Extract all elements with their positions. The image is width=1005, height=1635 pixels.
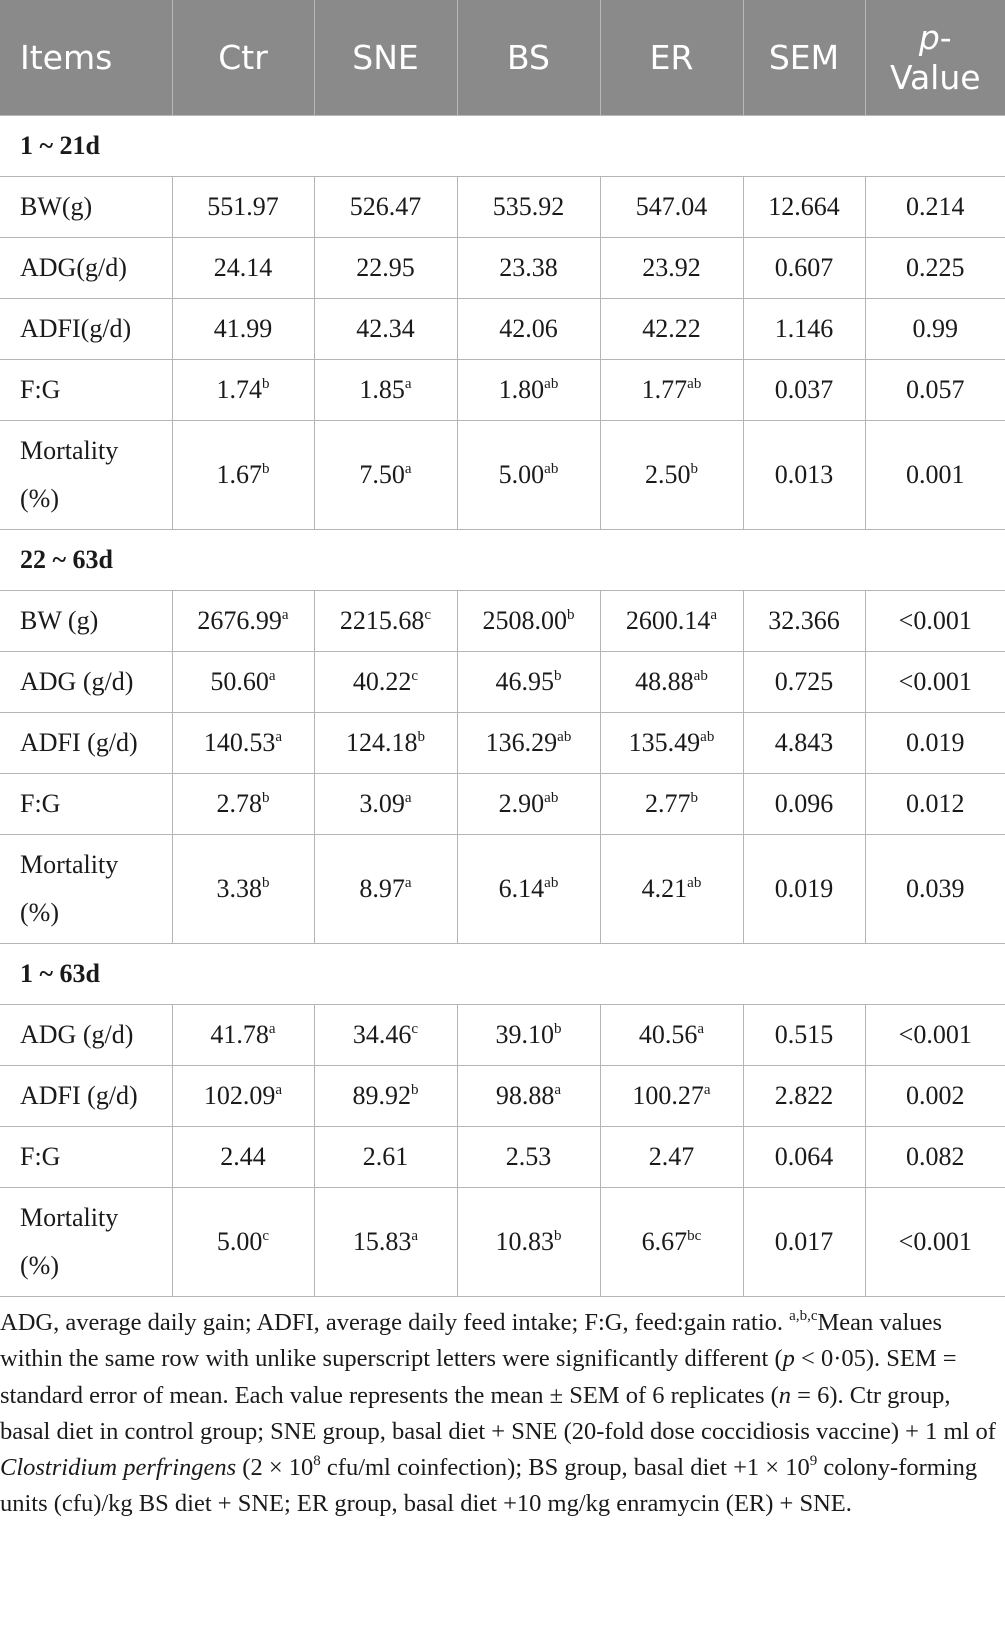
table-cell (743, 238, 865, 299)
cell-value: 48.88 (635, 667, 694, 696)
table-cell (457, 1005, 600, 1066)
table-cell (314, 421, 457, 530)
table-cell (172, 1188, 314, 1297)
significance-superscript: a (281, 607, 289, 623)
table-cell (172, 1127, 314, 1188)
section-row (0, 116, 1005, 177)
table-cell (743, 360, 865, 421)
significance-superscript: ab (544, 875, 559, 891)
significance-superscript: a (697, 1021, 705, 1037)
significance-superscript: a (404, 461, 412, 477)
row-label: F:G (0, 360, 172, 421)
table-cell (172, 652, 314, 713)
table-cell (314, 1188, 457, 1297)
table-cell (743, 774, 865, 835)
table-cell (743, 591, 865, 652)
table-cell (865, 591, 1005, 652)
footnote-segment: ADG, average daily gain; ADFI, average daily feed intake; F:G, feed:gain ratio. (0, 1309, 790, 1336)
table-cell (314, 299, 457, 360)
table-cell (314, 713, 457, 774)
cell-value: 41.99 (213, 314, 273, 343)
footnote-segment: Clostridium perfringens (0, 1454, 237, 1482)
cell-value: 32.366 (768, 606, 840, 635)
table-cell (743, 1066, 865, 1127)
cell-value: 102.09 (203, 1081, 276, 1110)
table-cell (600, 713, 743, 774)
significance-superscript: a (404, 790, 412, 806)
table-cell (600, 1005, 743, 1066)
cell-value: 0.019 (906, 728, 965, 757)
cell-value: 3.09 (359, 789, 405, 818)
table-row (0, 1127, 1005, 1188)
table-row (0, 774, 1005, 835)
table-cell (865, 177, 1005, 238)
table-cell (600, 360, 743, 421)
table-cell (314, 360, 457, 421)
cell-value: 3.38 (216, 874, 262, 903)
table-cell (172, 360, 314, 421)
table-cell (172, 774, 314, 835)
table-cell (865, 1066, 1005, 1127)
table-cell (457, 1066, 600, 1127)
table-cell (865, 1188, 1005, 1297)
footnote-segment: (2 × 10 (236, 1454, 314, 1482)
cell-value: 40.22 (352, 667, 412, 696)
table-cell (743, 421, 865, 530)
table-cell (314, 1066, 457, 1127)
table-cell (314, 774, 457, 835)
table-row (0, 1066, 1005, 1127)
section-row (0, 944, 1005, 1005)
section-row (0, 530, 1005, 591)
cell-value: 2676.99 (197, 606, 282, 635)
cell-value: 46.95 (495, 667, 554, 696)
cell-value: 124.18 (346, 728, 418, 757)
footnote-segment: 9 (809, 1453, 818, 1470)
cell-value: 2508.00 (482, 606, 567, 635)
table-row (0, 1005, 1005, 1066)
cell-value: 0.057 (906, 375, 965, 404)
cell-value: 2.90 (498, 789, 545, 818)
table-row (0, 835, 1005, 944)
cell-value: 1.67 (216, 460, 262, 489)
significance-superscript: c (411, 668, 419, 684)
significance-superscript: ab (557, 729, 572, 745)
cell-value: 4.843 (774, 728, 834, 757)
significance-superscript: ab (544, 376, 559, 392)
cell-value: 4.21 (641, 874, 688, 903)
significance-superscript: ab (687, 875, 702, 891)
table-cell (600, 1127, 743, 1188)
table-cell (743, 1127, 865, 1188)
cell-value: 2.61 (362, 1142, 409, 1171)
significance-superscript: a (703, 1082, 711, 1098)
table-cell (865, 713, 1005, 774)
cell-value: 42.22 (642, 314, 701, 343)
table-body (0, 116, 1005, 1297)
table-cell (457, 591, 600, 652)
table-cell (172, 713, 314, 774)
row-label: ADFI (g/d) (0, 713, 172, 774)
cell-value: 135.49 (628, 728, 701, 757)
cell-value: 2.53 (505, 1142, 552, 1171)
table-cell (865, 360, 1005, 421)
row-label: F:G (0, 774, 172, 835)
cell-value: 551.97 (207, 192, 279, 221)
cell-value: 0.001 (906, 460, 965, 489)
cell-value: <0.001 (898, 667, 972, 696)
table-cell (314, 652, 457, 713)
cell-value: 0.725 (774, 667, 834, 696)
cell-value: 42.34 (356, 314, 415, 343)
cell-value: 24.14 (213, 253, 273, 282)
header-row (0, 0, 1005, 116)
table-cell (457, 652, 600, 713)
significance-superscript: b (690, 461, 698, 477)
table-cell (314, 1005, 457, 1066)
significance-superscript: c (411, 1021, 419, 1037)
cell-value: 23.92 (642, 253, 701, 282)
significance-superscript: c (262, 1228, 270, 1244)
table-cell (865, 652, 1005, 713)
footnote-segment: colony-forming units (cfu)/kg BS diet + SNE; ER group, basal diet +10 mg/kg enramycin (ER) + SNE. (0, 1454, 978, 1518)
column-header: ER (600, 0, 743, 116)
row-label: BW (g) (0, 591, 172, 652)
table-cell (600, 238, 743, 299)
table-cell (172, 299, 314, 360)
cell-value: 136.29 (485, 728, 558, 757)
cell-value: 2600.14 (625, 606, 711, 635)
cell-value: 50.60 (210, 667, 269, 696)
cell-value: 2.44 (220, 1142, 266, 1171)
cell-value: 40.56 (638, 1020, 698, 1049)
significance-superscript: b (690, 790, 698, 806)
table-row (0, 238, 1005, 299)
table-row (0, 177, 1005, 238)
table-cell (743, 177, 865, 238)
cell-value: 2.50 (645, 460, 691, 489)
table-row (0, 1188, 1005, 1297)
cell-value: 12.664 (768, 192, 840, 221)
cell-value: <0.001 (898, 1020, 972, 1049)
table-cell (457, 238, 600, 299)
table-cell (865, 774, 1005, 835)
row-label: Mortality (%) (0, 1188, 172, 1297)
table-cell (600, 1066, 743, 1127)
table-cell (865, 1005, 1005, 1066)
row-label: Mortality (%) (0, 835, 172, 944)
significance-superscript: ab (693, 668, 708, 684)
cell-value: 535.92 (492, 192, 565, 221)
cell-value: 0.096 (774, 789, 834, 818)
significance-superscript: ab (687, 376, 702, 392)
table-footnote (0, 1305, 1000, 1523)
significance-superscript: ab (700, 729, 715, 745)
cell-value: 2215.68 (339, 606, 425, 635)
table-row (0, 421, 1005, 530)
cell-value: 5.00 (216, 1227, 263, 1256)
column-header: BS (457, 0, 600, 116)
cell-value: 7.50 (359, 460, 405, 489)
table-cell (600, 652, 743, 713)
row-label: ADFI(g/d) (0, 299, 172, 360)
cell-value: 0.012 (906, 789, 965, 818)
cell-value: 2.78 (216, 789, 262, 818)
table-cell (457, 421, 600, 530)
section-title: 1 ~ 21d (0, 116, 1005, 177)
footnote-segment: 8 (313, 1453, 321, 1470)
cell-value: 41.78 (210, 1020, 269, 1049)
cell-value: 0.039 (906, 874, 965, 903)
significance-superscript: a (275, 1082, 283, 1098)
table-cell (600, 774, 743, 835)
cell-value: 0.017 (774, 1227, 834, 1256)
row-label: ADG(g/d) (0, 238, 172, 299)
table-cell (172, 177, 314, 238)
column-header: p- Value (865, 0, 1005, 116)
cell-value: 526.47 (349, 192, 422, 221)
table-cell (743, 299, 865, 360)
table-cell (600, 421, 743, 530)
table-row (0, 299, 1005, 360)
footnote-segment: n (778, 1381, 792, 1409)
cell-value: 0.064 (774, 1142, 834, 1171)
table-cell (457, 774, 600, 835)
cell-value: 42.06 (499, 314, 558, 343)
cell-value: 23.38 (499, 253, 558, 282)
table-cell (865, 1127, 1005, 1188)
cell-value: 5.00 (498, 460, 545, 489)
column-header: Ctr (172, 0, 314, 116)
cell-value: 0.013 (774, 460, 834, 489)
significance-superscript: a (268, 668, 276, 684)
cell-value: 547.04 (635, 192, 708, 221)
table-cell (457, 835, 600, 944)
cell-value: 0.019 (774, 874, 834, 903)
table-cell (457, 1127, 600, 1188)
footnote-segment: Mean values within the same row with unlike superscript letters were significantly different ( (0, 1309, 942, 1373)
cell-value: 0.002 (906, 1081, 965, 1110)
cell-value: 0.515 (774, 1020, 834, 1049)
cell-value: 2.822 (774, 1081, 834, 1110)
significance-superscript: a (275, 729, 283, 745)
row-label: F:G (0, 1127, 172, 1188)
column-header: SNE (314, 0, 457, 116)
row-label: ADG (g/d) (0, 652, 172, 713)
cell-value: 140.53 (203, 728, 276, 757)
cell-value: 100.27 (632, 1081, 704, 1110)
cell-value: 8.97 (359, 874, 405, 903)
cell-value: 15.83 (352, 1227, 412, 1256)
significance-superscript: b (567, 607, 575, 623)
significance-superscript: b (554, 1228, 562, 1244)
footnote-segment: = 6). Ctr group, basal diet in control group; SNE group, basal diet + SNE (20-fold dose coccidiosis vaccine) + 1 ml of (0, 1381, 996, 1445)
table-cell (172, 835, 314, 944)
cell-value: 2.47 (648, 1142, 695, 1171)
row-label: BW(g) (0, 177, 172, 238)
footnote-text (0, 1305, 1000, 1523)
table-cell (600, 1188, 743, 1297)
cell-value: 0.607 (774, 253, 834, 282)
significance-superscript: a (404, 875, 412, 891)
cell-value: 0.99 (912, 314, 958, 343)
table-cell (172, 421, 314, 530)
table-cell (600, 591, 743, 652)
table-row (0, 591, 1005, 652)
table-cell (600, 177, 743, 238)
significance-superscript: a (404, 376, 412, 392)
cell-value: 39.10 (495, 1020, 554, 1049)
row-label: ADFI (g/d) (0, 1066, 172, 1127)
significance-superscript: a (710, 607, 718, 623)
cell-value: 10.83 (495, 1227, 554, 1256)
table-row (0, 652, 1005, 713)
table-cell (314, 1127, 457, 1188)
column-header: Items (0, 0, 172, 116)
table-cell (314, 238, 457, 299)
table-cell (743, 713, 865, 774)
cell-value: 0.082 (906, 1142, 965, 1171)
table-cell (457, 713, 600, 774)
cell-value: 0.225 (906, 253, 965, 282)
significance-superscript: ab (544, 461, 559, 477)
table-cell (457, 299, 600, 360)
significance-superscript: b (417, 729, 425, 745)
table-cell (865, 835, 1005, 944)
footnote-segment: < 0·05). SEM = standard error of mean. Each value represents the mean ± SEM of 6 replicates ( (0, 1345, 957, 1409)
table-row (0, 360, 1005, 421)
table-cell (172, 1066, 314, 1127)
table-cell (172, 1005, 314, 1066)
footnote-segment: cfu/ml coinfection); BS group, basal diet +1 × 10 (320, 1454, 810, 1482)
section-title: 1 ~ 63d (0, 944, 1005, 1005)
row-label: ADG (g/d) (0, 1005, 172, 1066)
table-cell (457, 360, 600, 421)
table-header (0, 0, 1005, 116)
table-cell (172, 238, 314, 299)
table-cell (314, 591, 457, 652)
significance-superscript: bc (687, 1228, 702, 1244)
significance-superscript: b (262, 376, 270, 392)
table-cell (600, 835, 743, 944)
significance-superscript: ab (544, 790, 559, 806)
table-cell (314, 177, 457, 238)
cell-value: 1.85 (359, 375, 405, 404)
table-cell (743, 652, 865, 713)
cell-value: 22.95 (356, 253, 415, 282)
footnote-segment: p (782, 1345, 795, 1373)
table-cell (457, 1188, 600, 1297)
cell-value: 1.146 (774, 314, 834, 343)
cell-value: 1.74 (216, 375, 262, 404)
cell-value: 89.92 (352, 1081, 411, 1110)
table-cell (314, 835, 457, 944)
significance-superscript: c (424, 607, 432, 623)
cell-value: 34.46 (352, 1020, 412, 1049)
cell-value: 1.77 (641, 375, 688, 404)
significance-superscript: b (262, 461, 270, 477)
significance-superscript: b (411, 1082, 419, 1098)
table-row (0, 713, 1005, 774)
cell-value: 2.77 (645, 789, 691, 818)
table-cell (457, 177, 600, 238)
table-cell (743, 1188, 865, 1297)
significance-superscript: a (554, 1082, 562, 1098)
table-cell (600, 299, 743, 360)
cell-value: 0.214 (906, 192, 965, 221)
significance-superscript: b (554, 1021, 562, 1037)
significance-superscript: b (262, 875, 270, 891)
cell-value: 98.88 (495, 1081, 555, 1110)
section-title: 22 ~ 63d (0, 530, 1005, 591)
cell-value: <0.001 (898, 1227, 972, 1256)
table-cell (743, 835, 865, 944)
table-cell (743, 1005, 865, 1066)
table-cell (865, 421, 1005, 530)
significance-superscript: a (411, 1228, 419, 1244)
cell-value: <0.001 (898, 606, 972, 635)
significance-superscript: b (554, 668, 562, 684)
row-label: Mortality (%) (0, 421, 172, 530)
footnote-segment: a,b,c (789, 1308, 818, 1324)
table-cell (865, 238, 1005, 299)
cell-value: 6.14 (498, 874, 545, 903)
table-cell (172, 591, 314, 652)
column-header: SEM (743, 0, 865, 116)
table-cell (865, 299, 1005, 360)
significance-superscript: b (262, 790, 270, 806)
cell-value: 1.80 (498, 375, 545, 404)
significance-superscript: a (268, 1021, 276, 1037)
cell-value: 6.67 (641, 1227, 688, 1256)
cell-value: 0.037 (774, 375, 834, 404)
